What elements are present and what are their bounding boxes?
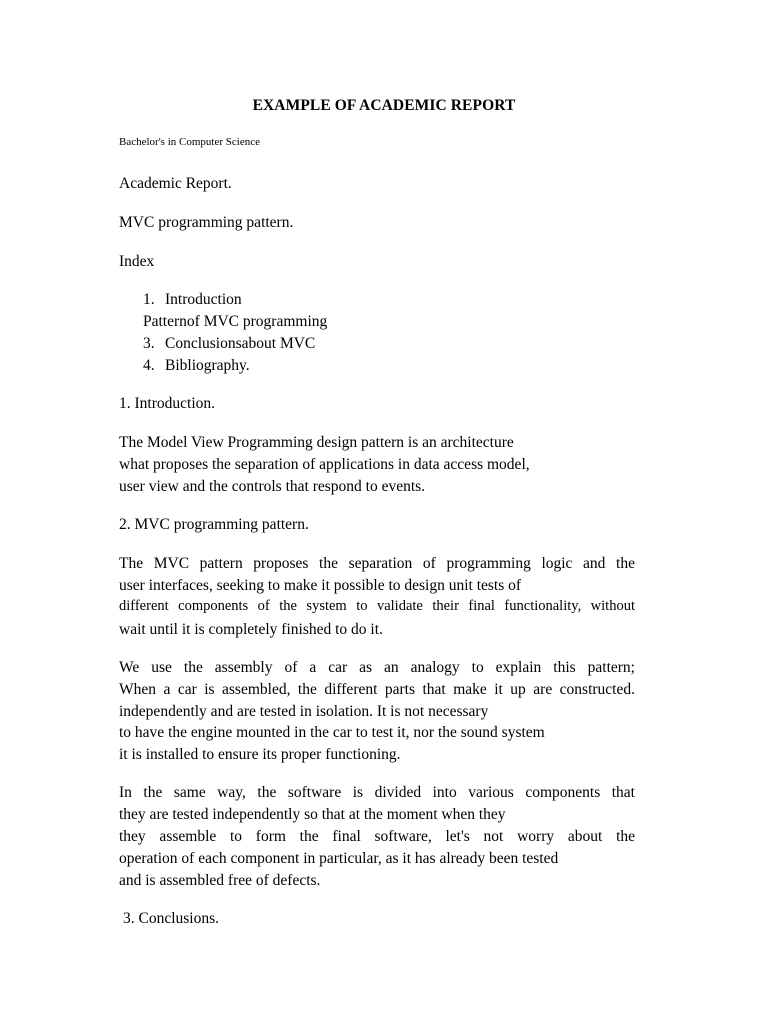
paragraph-line: independently and are tested in isolation. It is not necessary [119, 703, 489, 720]
paragraph-line: they assemble to form the final software, let's not worry about the [119, 828, 635, 845]
report-label: Academic Report. [119, 175, 232, 192]
paragraph-line: The MVC pattern proposes the separation of programming logic and the [119, 555, 635, 572]
index-item-label: Introduction [165, 291, 242, 308]
index-heading: Index [119, 253, 155, 270]
paragraph-line: When a car is assembled, the different parts that make it up are constructed. [119, 681, 635, 698]
report-topic: MVC programming pattern. [119, 214, 294, 231]
index-item [143, 357, 250, 375]
paragraph-line: what proposes the separation of applications in data access model, [119, 456, 530, 473]
paragraph-line: user view and the controls that respond to events. [119, 478, 426, 495]
paragraph-line: The Model View Programming design pattern is an architecture [119, 434, 514, 451]
section-heading: 3. Conclusions. [123, 910, 220, 927]
index-item-label: Patternof MVC programming [143, 313, 328, 330]
section-heading: 1. Introduction. [119, 395, 215, 412]
paragraph-line: user interfaces, seeking to make it possible to design unit tests of [119, 577, 522, 594]
index-item [143, 335, 315, 353]
section-heading: 2. MVC programming pattern. [119, 516, 309, 533]
paragraph-line: In the same way, the software is divided into various components that [119, 784, 635, 801]
paragraph-line: they are tested independently so that at the moment when they [119, 806, 506, 823]
index-item-number: 1. [143, 291, 155, 308]
document-title: EXAMPLE OF ACADEMIC REPORT [252, 97, 516, 114]
index-item-label: Bibliography. [165, 357, 250, 374]
index-item [143, 291, 242, 309]
document-subtitle: Bachelor's in Computer Science [119, 136, 260, 148]
paragraph-line: it is installed to ensure its proper functioning. [119, 746, 401, 763]
index-item [143, 313, 327, 331]
paragraph-line: to have the engine mounted in the car to test it, nor the sound system [119, 724, 545, 741]
paragraph-line: different components of the system to validate their final functionality, without [119, 598, 635, 614]
index-item-label: Conclusionsabout MVC [165, 335, 316, 352]
paragraph-line: wait until it is completely finished to do it. [119, 621, 383, 638]
paragraph-line: operation of each component in particular, as it has already been tested [119, 850, 559, 867]
index-item-number: 4. [143, 357, 155, 374]
index-item-number: 3. [143, 335, 155, 352]
paragraph-line: We use the assembly of a car as an analogy to explain this pattern; [119, 659, 635, 676]
paragraph-line: and is assembled free of defects. [119, 872, 321, 889]
